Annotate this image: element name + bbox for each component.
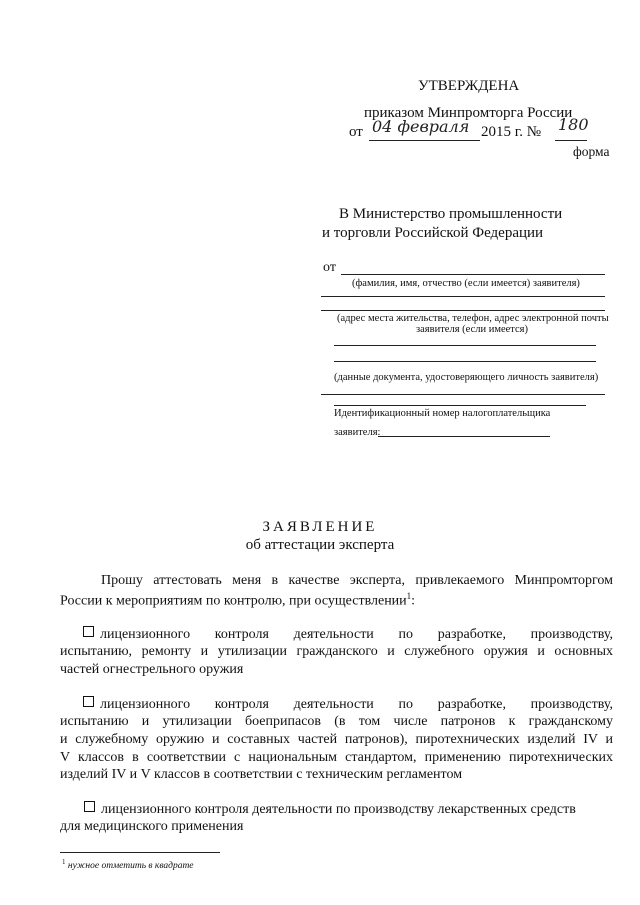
address-hint-1: (адрес места жительства, телефон, адрес электронной почты bbox=[337, 313, 609, 324]
document-field-line-2 bbox=[321, 394, 605, 395]
approval-from-label: от bbox=[349, 124, 363, 140]
intro-footnote-ref: 1 bbox=[406, 591, 412, 601]
address-field-line-1 bbox=[321, 296, 605, 297]
option-3-line-1: лицензионного контроля деятельности по производству лекарственных средств bbox=[84, 801, 576, 818]
option-2-line-1: лицензионного контроля деятельности по разработке, производству, bbox=[83, 696, 613, 713]
document-field-line-3 bbox=[334, 405, 586, 406]
option-1-line-1: лицензионного контроля деятельности по разработке, производству, bbox=[83, 626, 613, 643]
address-field-line-2 bbox=[321, 310, 605, 311]
addressee-line2: и торговли Российской Федерации bbox=[322, 225, 544, 241]
handwritten-number: 180 bbox=[558, 115, 589, 134]
option-2-line-3: и служебному оружию и составных частей патронов), пиротехнических изделий IV и bbox=[60, 732, 613, 747]
option-2-line-5: изделий IV и V классов в соответствии с техническим регламентом bbox=[60, 767, 463, 782]
address-field-line-3 bbox=[334, 345, 596, 346]
inn-field-line bbox=[378, 436, 550, 437]
addressee-line1: В Министерство промышленности bbox=[339, 206, 563, 222]
document-field-line-1 bbox=[334, 361, 596, 362]
option-2-checkbox[interactable] bbox=[83, 696, 94, 707]
approval-title: УТВЕРЖДЕНА bbox=[418, 78, 520, 94]
name-field-line bbox=[341, 274, 605, 275]
date-underline bbox=[369, 140, 480, 141]
option-1-line-2: испытанию, ремонту и утилизации гражданского и служебного оружия и основных bbox=[60, 644, 613, 659]
document-hint: (данные документа, удостоверяющего личность заявителя) bbox=[334, 372, 599, 383]
inn-label-2: заявителя: bbox=[334, 427, 381, 438]
option-3-line-2: для медицинского применения bbox=[60, 819, 244, 834]
name-hint: (фамилия, имя, отчество (если имеется) заявителя) bbox=[352, 278, 580, 289]
handwritten-date: 04 февраля bbox=[372, 117, 470, 136]
option-1-checkbox[interactable] bbox=[83, 626, 94, 637]
footnote-separator bbox=[60, 852, 220, 853]
statement-title: ЗАЯВЛЕНИЕ bbox=[262, 519, 378, 535]
footnote-text: нужное отметить в квадрате bbox=[67, 861, 194, 872]
form-label: форма bbox=[573, 144, 610, 159]
inn-label-1: Идентификационный номер налогоплательщика bbox=[334, 408, 551, 419]
approval-year-number: 2015 г. № bbox=[481, 124, 542, 140]
intro-line-1: Прошу аттестовать меня в качестве эксперта, привлекаемого Минпромторгом bbox=[101, 573, 613, 588]
option-2-line-4: V классов в соответствии с национальным стандартом, применению пиротехнических bbox=[60, 750, 613, 765]
footnote-mark: 1 bbox=[62, 858, 66, 866]
applicant-from-label: от bbox=[323, 260, 336, 275]
address-hint-2: заявителя (если имеется) bbox=[416, 324, 529, 335]
intro-line-2: России к мероприятиям по контролю, при осуществлении$^1$: bbox=[60, 591, 416, 609]
number-underline bbox=[555, 140, 587, 141]
option-2-line-2: испытанию и утилизации боеприпасов (в том числе патронов к гражданскому bbox=[60, 714, 613, 729]
footnote bbox=[62, 858, 194, 871]
statement-subtitle: об аттестации эксперта bbox=[245, 537, 395, 553]
approval-order-line: приказом Минпромторга России bbox=[364, 105, 573, 121]
option-3-checkbox[interactable] bbox=[84, 801, 95, 812]
option-1-line-3: частей огнестрельного оружия bbox=[60, 662, 244, 677]
